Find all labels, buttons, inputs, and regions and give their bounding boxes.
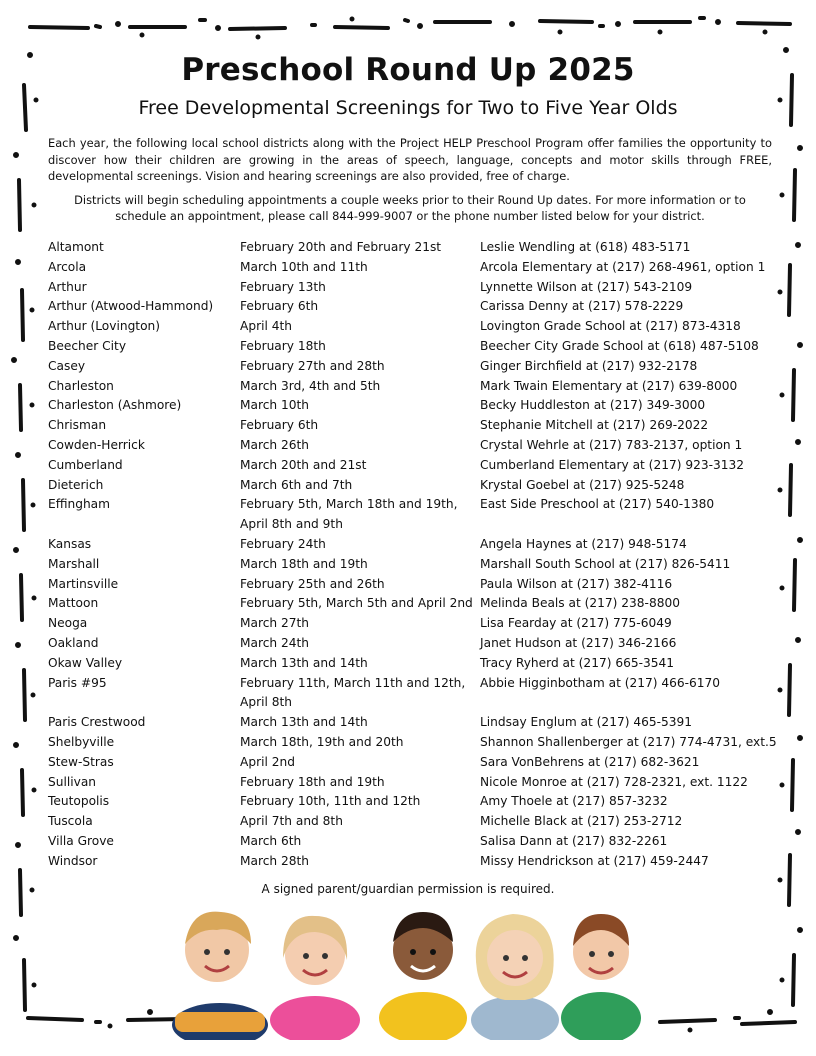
district-contact: Lynnette Wilson at (217) 543-2109 xyxy=(480,279,693,294)
district-name: Dieterich xyxy=(48,477,104,492)
district-contact: Sara VonBehrens at (217) 682-3621 xyxy=(480,754,700,769)
table-row xyxy=(48,436,788,456)
district-name: Charleston (Ashmore) xyxy=(48,398,182,413)
district-contact: Mark Twain Elementary at (217) 639-8000 xyxy=(480,378,738,393)
district-name: Oakland xyxy=(48,635,99,650)
table-row xyxy=(48,297,788,317)
district-contact: Beecher City Grade School at (618) 487-5108 xyxy=(480,338,759,353)
district-dates: February 5th, March 18th and 19th, April 8th and 9th xyxy=(240,497,458,532)
district-contact: Arcola Elementary at (217) 268-4961, option 1 xyxy=(480,259,766,274)
district-contact: Carissa Denny at (217) 578-2229 xyxy=(480,299,684,314)
district-dates: February 10th, 11th and 12th xyxy=(240,794,421,809)
district-name: Tuscola xyxy=(48,814,93,829)
district-dates: February 18th xyxy=(240,338,326,353)
district-dates: March 3rd, 4th and 5th xyxy=(240,378,381,393)
table-row xyxy=(48,634,788,654)
district-name: Cowden-Herrick xyxy=(48,437,145,452)
district-name: Kansas xyxy=(48,536,92,551)
district-name: Okaw Valley xyxy=(48,655,123,670)
district-name: Teutopolis xyxy=(48,794,110,809)
table-row xyxy=(48,614,788,634)
district-name: Neoga xyxy=(48,616,88,631)
table-row xyxy=(48,773,788,793)
district-dates: April 2nd xyxy=(240,754,295,769)
district-dates: March 6th xyxy=(240,833,302,848)
district-contact: Missy Hendrickson at (217) 459-2447 xyxy=(480,853,709,868)
district-dates: February 11th, March 11th and 12th, April 8th xyxy=(240,675,466,710)
district-dates: February 5th, March 5th and April 2nd xyxy=(240,596,473,611)
district-name: Martinsville xyxy=(48,576,119,591)
district-name: Arthur (Lovington) xyxy=(48,319,161,334)
district-dates: March 10th and 11th xyxy=(240,259,368,274)
table-row xyxy=(48,357,788,377)
table-row xyxy=(48,416,788,436)
district-dates: April 7th and 8th xyxy=(240,814,343,829)
district-contact: Lisa Fearday at (217) 775-6049 xyxy=(480,616,672,631)
table-row xyxy=(48,713,788,733)
page-title: Preschool Round Up 2025 xyxy=(181,52,635,88)
table-row xyxy=(48,396,788,416)
district-name: Casey xyxy=(48,358,86,373)
district-name: Sullivan xyxy=(48,774,97,789)
district-name: Arthur xyxy=(48,279,87,294)
district-dates: February 6th xyxy=(240,418,319,433)
district-name: Stew-Stras xyxy=(48,754,114,769)
district-name: Beecher City xyxy=(48,338,127,353)
table-row xyxy=(48,575,788,595)
district-contact: Angela Haynes at (217) 948-5174 xyxy=(480,536,687,551)
scheduling-notice: Districts will begin scheduling appointments a couple weeks prior to their Round Up dates. For more information or to schedule an appointment, please call 844-999-9007 or the phone number listed below for your district. xyxy=(74,193,746,223)
district-contact: Melinda Beals at (217) 238-8800 xyxy=(480,596,680,611)
district-dates: February 24th xyxy=(240,536,326,551)
district-dates: March 26th xyxy=(240,437,310,452)
district-contact: Lovington Grade School at (217) 873-4318 xyxy=(480,319,741,334)
page-subtitle: Free Developmental Screenings for Two to Five Year Olds xyxy=(138,97,678,119)
table-row xyxy=(48,852,788,872)
district-contact: Stephanie Mitchell at (217) 269-2022 xyxy=(480,418,709,433)
district-name: Paris #95 xyxy=(48,675,107,690)
child-4 xyxy=(471,914,559,1040)
district-dates: February 27th and 28th xyxy=(240,358,385,373)
table-row xyxy=(48,337,788,357)
district-name: Altamont xyxy=(48,240,104,254)
district-dates: March 27th xyxy=(240,616,310,631)
district-name: Arthur (Atwood-Hammond) xyxy=(48,299,214,314)
table-row xyxy=(48,753,788,773)
district-contact: Marshall South School at (217) 826-5411 xyxy=(480,556,731,571)
district-contact: Krystal Goebel at (217) 925-5248 xyxy=(480,477,685,492)
district-contact: Abbie Higginbotham at (217) 466-6170 xyxy=(480,675,721,690)
table-row xyxy=(48,278,788,298)
table-row xyxy=(48,812,788,832)
district-contact: Amy Thoele at (217) 857-3232 xyxy=(480,794,668,809)
district-name: Effingham xyxy=(48,497,111,512)
table-row xyxy=(48,594,788,614)
district-contact: Becky Huddleston at (217) 349-3000 xyxy=(480,398,706,413)
intro-paragraph: Each year, the following local school districts along with the Project HELP Preschool Program offer families the opportunity to discover how their children are growing in the areas of speech, language, concepts and motor skills through FREE, developmental screenings. Vision and hearing screenings are also provided, free of charge. xyxy=(48,136,772,183)
district-dates: February 20th and February 21st xyxy=(240,240,442,254)
district-contact: Salisa Dann at (217) 832-2261 xyxy=(480,833,668,848)
district-name: Villa Grove xyxy=(48,833,114,848)
district-name: Shelbyville xyxy=(48,734,115,749)
table-row xyxy=(48,476,788,496)
table-row xyxy=(48,317,788,337)
district-contact: Paula Wilson at (217) 382-4116 xyxy=(480,576,673,591)
child-1 xyxy=(172,912,268,1040)
district-dates: March 28th xyxy=(240,853,310,868)
district-dates: March 20th and 21st xyxy=(240,457,367,472)
district-dates: March 6th and 7th xyxy=(240,477,353,492)
district-dates: March 18th and 19th xyxy=(240,556,368,571)
district-contact: Janet Hudson at (217) 346-2166 xyxy=(480,635,677,650)
table-row xyxy=(48,535,788,555)
district-name: Paris Crestwood xyxy=(48,715,146,730)
district-contact: Crystal Wehrle at (217) 783-2137, option 1 xyxy=(480,437,743,452)
district-contact: Leslie Wendling at (618) 483-5171 xyxy=(480,240,691,254)
district-contact: Lindsay Englum at (217) 465-5391 xyxy=(480,715,693,730)
district-contact: Shannon Shallenberger at (217) 774-4731, ext.5 xyxy=(480,734,777,749)
table-row xyxy=(48,555,788,575)
district-name: Cumberland xyxy=(48,457,123,472)
district-dates: February 18th and 19th xyxy=(240,774,385,789)
district-name: Chrisman xyxy=(48,418,107,433)
table-row xyxy=(48,674,788,714)
district-dates: March 13th and 14th xyxy=(240,715,368,730)
district-name: Arcola xyxy=(48,259,87,274)
district-dates: February 6th xyxy=(240,299,319,314)
table-row xyxy=(48,377,788,397)
district-contact: Ginger Birchfield at (217) 932-2178 xyxy=(480,358,698,373)
child-5 xyxy=(561,914,641,1040)
table-row xyxy=(48,832,788,852)
district-dates: February 25th and 26th xyxy=(240,576,385,591)
table-row xyxy=(48,654,788,674)
district-contact: East Side Preschool at (217) 540-1380 xyxy=(480,497,715,512)
table-row xyxy=(48,456,788,476)
district-dates: March 24th xyxy=(240,635,310,650)
children-photo xyxy=(165,900,655,1040)
permission-note: A signed parent/guardian permission is required. xyxy=(261,882,555,896)
child-2 xyxy=(270,916,360,1040)
district-table xyxy=(48,238,788,872)
table-row xyxy=(48,733,788,753)
district-name: Marshall xyxy=(48,556,100,571)
district-contact: Tracy Ryherd at (217) 665-3541 xyxy=(480,655,675,670)
child-3 xyxy=(379,912,467,1040)
district-dates: February 13th xyxy=(240,279,326,294)
table-row xyxy=(48,238,788,258)
district-name: Charleston xyxy=(48,378,114,393)
district-name: Mattoon xyxy=(48,596,99,611)
district-contact: Cumberland Elementary at (217) 923-3132 xyxy=(480,457,745,472)
district-dates: March 18th, 19th and 20th xyxy=(240,734,404,749)
table-row xyxy=(48,792,788,812)
district-contact: Nicole Monroe at (217) 728-2321, ext. 1122 xyxy=(480,774,748,789)
district-contact: Michelle Black at (217) 253-2712 xyxy=(480,814,683,829)
district-dates: March 13th and 14th xyxy=(240,655,368,670)
district-name: Windsor xyxy=(48,853,98,868)
table-row xyxy=(48,258,788,278)
table-row xyxy=(48,495,788,535)
district-dates: April 4th xyxy=(240,319,292,334)
district-dates: March 10th xyxy=(240,398,310,413)
